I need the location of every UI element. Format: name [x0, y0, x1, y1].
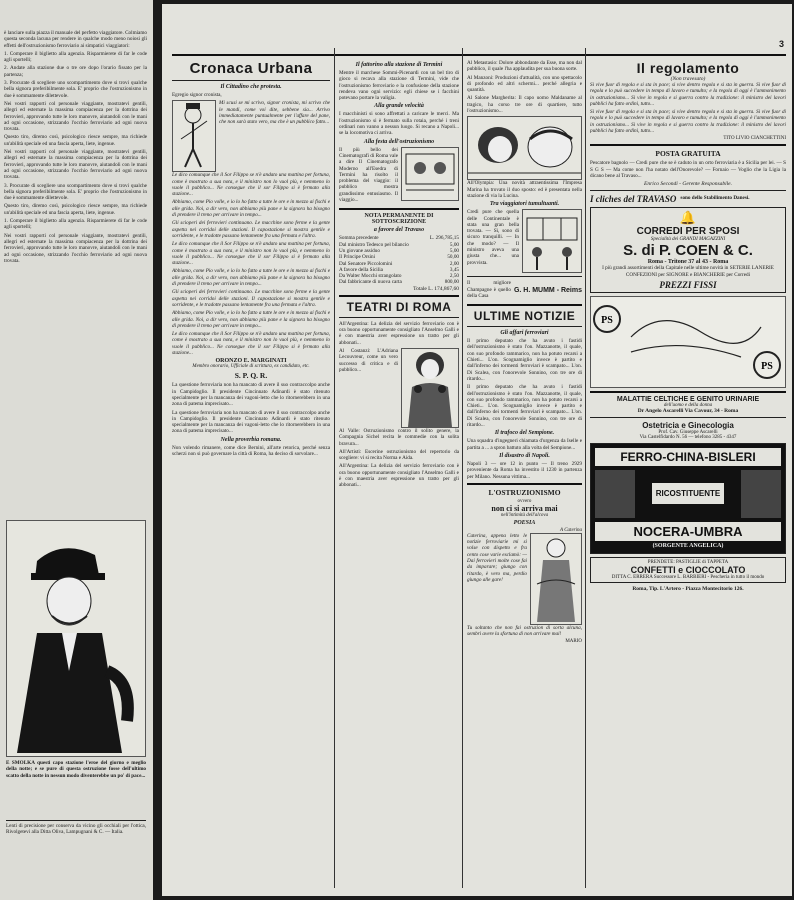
left-page-column — [4, 30, 147, 266]
cronaca-section-2: Nella proverbia romana. — [220, 436, 282, 443]
col2-cartoon — [401, 147, 459, 201]
subscription-label: Dal fabbricante di nuova carta — [339, 279, 402, 286]
col2-body-3: Il più bello dei Cinematografi di Roma vale a dire Il Cinematografo Moderno all'Esedra di Termini ha risolto il problema del viaggio: il pubblico mostra grandissimo entusiasmo. Il viaggio... — [339, 146, 398, 204]
poesia-cartoon — [530, 533, 582, 625]
ultime-body-b: Il primo deputato che ha avuto i fastidi dell'ostruzionismo è stato l'on. Mazzanotte, il quale, con suo profondo rammarico, non ha potuto recarsi a Chieti... L'on. Scognamiglio invece è partito e dall'inferno dei tormenti ferroviari è scampato... L'on. Di Scalea, con l'onorevole Sonnino, con tre ore di ritardo... — [467, 384, 582, 429]
nocera-sub: (SORGENTE ANGELICA) — [652, 542, 724, 549]
cronaca-body-1: Le dico comunque che il Sor Filippo se n'è andato una mattina per fortuna, come è mostrato a sua nota, e il ministro non lo vuol più, e nemmeno lo vuole il pubblico... Ne consegue che il sor Filippo si è fermato alla stazione... — [172, 172, 330, 198]
subscription-amount: 3,45 — [449, 266, 459, 273]
page-number: 3 — [778, 39, 784, 49]
viaggiatori-cartoon — [522, 209, 582, 273]
column-4 — [590, 60, 786, 890]
top-rule — [172, 54, 786, 56]
cronaca-body-3: Gli scioperi dei ferrovieri continuano. Le macchine sono ferme e la gente aspetta nei corridoi delle stazioni. Il capostazione si mostra gentile e sorridente, e le tradotte passano lentamente fra una fermata e l'altra. — [172, 220, 330, 239]
ultime-body: Il primo deputato che ha avuto i fastidi dell'ostruzionismo è stato l'on. Mazzanotte, il quale, con suo profondo rammarico, non ha potuto recarsi a Chieti... L'on. Scognamiglio invece è partito e dall'inferno dei tormenti ferroviari è scampato... L'on. Di Scalea, con l'onorevole Sonnino, con tre ore di ritardo... — [467, 338, 582, 382]
napoli-body: Napoli 3 — ore 12 in punto — Il treno 2929 proveniente da Roma ha investito il 1230 in partenza per Milano. Nessuna vittima... — [467, 460, 582, 480]
subscription-amount: 5,00 — [449, 247, 459, 254]
poesia-end: Tu soltanto che non fai ostruzion di sorta alcuna, sembri avere la sfortuna di non arrivare mai! — [467, 624, 582, 638]
subscription-label: Dal ministro Tedesco pel bilancio — [339, 241, 409, 248]
subscription-label: A favore della Sicilia — [339, 266, 383, 273]
cliches-sub: sono dello Stabilimento Danesi. — [680, 195, 750, 202]
viaggiatori-title: Tra viaggiatori tumultuanti. — [489, 201, 560, 208]
regolamento-subtitle: (Non travesato) — [670, 76, 706, 82]
left-para-3b: 3. Procurate di scegliere uno scompartimento dove si trovi qualche bella signora preferibilmente sola. E' proprio che l'ostruzionismo in due è sommamente dilettevole. — [4, 182, 147, 202]
left-para-4c: Nei vostri rapporti col personale viaggiante, mostratevi gentili, allegri ed esternate la massima compiacenza per la dottrina dei ferrovieri, approvando tutte le loro manovre, aiutandoli con le mani ad ogni occasione, strizzando l'occhio ferroviario ad ogni nuova trovata. — [4, 232, 147, 264]
cronaca-signature-role: Membro onorario, Ufficiale di scrittura, ex candidato, etc. — [192, 364, 310, 370]
subscription-amount: 5,00 — [449, 241, 459, 248]
cioccolato-brand: CONFETTI e CIOCCOLATO — [630, 564, 746, 575]
ostruz-title: L'OSTRUZIONISMO — [488, 487, 561, 497]
caricature-caption: E SMOLKA questi capo stazione l'eroe del giorno e meglio della notte; e se pure di questa ostruzione fosse dell'ultimo scatto della notte in nessun modo diventerebbe un po' di pace... — [6, 760, 146, 779]
ostruz-sub: ovvero — [517, 498, 532, 504]
column-divider-2 — [462, 48, 463, 888]
subscription-label: Somma precedente — [339, 235, 379, 242]
cronaca-body-2c: Abbiamo, come Pio volle, e io lo ho fatto a tutte le ore e in mezzo ai fischi e alle grida. Noi, a dir vero, non abbiamo più pane e la signora ha bisogno di prendere il treno per arrivare in tempo... — [172, 310, 330, 329]
cioccolato-title: PRENDETE: PASTIGLIE di TAPPETA — [647, 559, 729, 565]
ultime-subtitle: Gli affari ferroviari — [500, 330, 549, 337]
cliches-label: I cliches del TRAVASO — [590, 194, 677, 205]
column-3 — [467, 60, 582, 890]
teatri-argentina: All'Argentina: La delizia del servizio ferroviario con è ora buono opportunamente consigliato l'Anselmo Galli e è con maestria aver espressione un tratto per gli abbonati... — [339, 320, 459, 346]
lenti-ad — [6, 820, 146, 838]
posta-body: Pescatore bagnolo — Credi pure che se è caduto in un orto ferroviaria è a Sicilia per lei. — S S G S — Ma come non l'ha notato dell'Onorevole? — Fornaio — Voglio che la Ligia la dicano bene al Travaso... — [590, 160, 786, 179]
corredi-sub: Specialità dei GRANDI MAGAZZINI — [650, 237, 726, 243]
prezzi-fissi: PREZZI FISSI — [659, 279, 717, 290]
left-para-2: 2. Andate alla stazione due o tre ore dopo l'orario fissato per la partenza; — [4, 65, 147, 78]
teatri-valle: Al Valle: Ostruzionismo contro il solito genere, la Compagnia Sichel recita le commedie con la solita bravura... — [339, 427, 459, 447]
teatri-title: TEATRI DI ROMA — [346, 299, 452, 314]
col2-body-2: I macchinisti si sono affrettati a caricare le merci. Ma l'ostruzionismo si è fermato sulla rotaia, perché i treni ordinari non vanno a nessun luogo. Si recano a Napoli... se la locomotiva ci arriva. — [339, 111, 459, 137]
poesia-dedica: A Caterina — [560, 527, 582, 533]
subscription-amount: 2,00 — [449, 260, 459, 267]
cronaca-body-2b: Abbiamo, come Pio volle, e io lo ho fatto a tutte le ore e in mezzo ai fischi e alle grida. Noi, a dir vero, non abbiamo più pane e la signora ha bisogno di prendere il treno per arrivare in tempo... — [172, 268, 330, 288]
cronaca-body-4b: La questione ferroviaria non ha mancato di avere il suo contraccolpo anche in Campidoglio. Il presidente Cincinnato Adinardi è stato ritenuto specialmente per la mancanza dei vagoni-letto che lo ritornerebbero in una zona di patema imprecisato... — [172, 409, 330, 435]
poesia-title: POESIA — [513, 519, 536, 526]
cioccolato-sub: DITTA C. ERRERA Successore L. BARBIERI - Pescheria in tutto il mondo — [611, 574, 765, 580]
bisleri-bottle-left — [595, 470, 635, 518]
bisleri-sub: RICOSTITUENTE — [652, 483, 724, 504]
col3-olympia: All'Olympia: Una novità attraentissima l'Impresa Marina ha trovato il duo sposto: ed è presentata nella stazione di via la Lucina. — [467, 180, 582, 199]
ostetricia-title: Ostetricia e Ginecologia — [642, 420, 734, 430]
ostruz-motto: non ci si arriva mai — [491, 503, 558, 513]
caricature-official — [6, 520, 146, 757]
cliches-ad — [590, 194, 786, 204]
regolamento-body: Si vive fuor di regola e si sta in pace; si vive dentro regola e si sta in guerra. Si vive fuor di regola e lo può succedere in tempo di lavoro e tumulto; e la regola di oggi è l'ammonimento in ostruzionismo... Si vive in regola e si guerra contro la tradizione: il ministro dei lavori pubblici ha fatto ordini, tutto... — [590, 82, 786, 107]
column-divider-1 — [334, 48, 335, 888]
sottoscrizione-subtitle: a favore del Travaso — [373, 227, 425, 234]
left-para-1: 1. Comperare il biglietto alla agenzia. Risparmierete di far le code agli sportelli; — [4, 50, 147, 64]
malattie-sub: dell'uomo e della donna — [663, 402, 713, 408]
left-para-4: Nei vostri rapporti col personale viaggiante, mostratevi gentili, allegri ed esternate la massima compiacenza per la dottrina dei ferrovieri, approvando tutte le loro manovre, aiutandoli con le mani ad ogni occasione, strizzando l'occhio ferroviario ad ogni nuova trovata. — [4, 100, 147, 133]
mumm-brand: G. H. MUMM - Reims — [513, 287, 582, 295]
nocera-brand: NOCERA-UMBRA — [595, 522, 781, 541]
posta-footer: Enrico Secondi - Gerente Responsabile. — [644, 181, 732, 188]
mumm-ad-text: Il migliore Champagne è quello della Casa — [467, 280, 511, 299]
sottoscrizione-title: NOTA PERMANENTE DI SOTTOSCRIZIONE — [364, 213, 434, 226]
spqr-heading: S. P. Q. R. — [234, 371, 268, 381]
teatri-artisti: All'Artisti: Escerine ostruzionismo del repertorio da scegliere: vi si recita Norma e Aida. — [339, 448, 459, 462]
cronaca-body-4: La questione ferroviaria non ha mancato di avere il suo contraccolpo anche in Campidoglio. Il presidente Cincinnato Adinardi è stato ritenuto specialmente per la mancanza dei vagoni-letto che lo ritornerebbero in una zona di patema imprecisato... — [172, 382, 330, 408]
col2-body-1: Mentre il marchese Sommi-Picenardi con un bel tiro di gioco si recava alla stazione di Termini, vide che l'ostruzionismo ferroviario e la confusione della stazione rendeva vano ogni servizio: egli chiese se i facchini potevano portare la valigia. — [339, 70, 459, 102]
subscription-amount: 800,00 — [444, 279, 459, 286]
col2-head-1: Il fattorino alla stazione di Termini — [355, 62, 443, 68]
col3-cartoon-faces — [467, 116, 582, 180]
cronaca-body-2: Abbiamo, come Pio volle, e io lo ho fatto a tutte le ore e in mezzo ai fischi e alle grida. Noi, a dir vero, non abbiamo più pane e la signora ha bisogno di prendere il treno per arrivare in tempo... — [172, 199, 330, 219]
ultime-title: ULTIME NOTIZIE — [473, 309, 576, 324]
coen-addr: Roma - Tritone 37 al 43 - Roma — [647, 259, 729, 266]
subscription-amount: L. 296,785,15 — [429, 235, 459, 242]
poesia-lines: Caterina, appena letto le notizie ferroviarie mi si volse con dispetto e fra cento cose varie esclamò: — Dai ferrovieri molte cose fai da imparare; giungo con ritardo, è vero ma, perdio giungo alle gare! — [467, 532, 527, 583]
subscription-list — [339, 235, 459, 285]
page-3 — [162, 4, 792, 896]
previous-page — [0, 0, 153, 900]
teatri-costanzi: Al Costanzi: L'Adriana Lecouvreur, come un vero successo di critica e di pubblico... — [339, 347, 398, 373]
coen-bell-icon: 🔔 — [679, 210, 697, 226]
bisleri-bottle-right — [741, 470, 781, 518]
corredi-head: CORREDI PER SPOSI — [636, 226, 740, 238]
posta-title: POSTA GRATUITA — [655, 149, 721, 159]
left-para-3: 3. Procurate di scegliere uno scompartimento dove si trovi qualche bella signora preferibilmente sola. E' proprio che l'ostruzionismo in due è sommamente dilettevole. — [4, 80, 147, 99]
viaggiatori-body: Credi pure che quella delle Continentale è stata una gran bella trovata. — Sì, sono di sicuro tranquilli. — In che modo? — Il ministro aveva una giusta che... una provvista. — [467, 209, 519, 266]
col2-head-3: Alla festa dell'ostruzionismo — [363, 138, 435, 145]
poesia-sign: MARIO — [565, 639, 582, 645]
cioccolato-ad — [590, 557, 786, 583]
col3-manzoni: Al Manzoni: Produzioni d'attualità, con uno spettacolo di profondo ed altri schermi... perché allegria e quantità. — [467, 74, 582, 94]
subscription-amount: 50,00 — [447, 254, 459, 261]
regolamento-title: Il regolamento — [636, 60, 740, 76]
cronaca-body-1b: Le dico comunque che il Sor Filippo se n'è andato una mattina per fortuna, come è mostrato a sua nota, e il ministro non lo vuol più, e nemmeno lo vuole il pubblico... Ne consegue che il sor Filippo si è fermato alla stazione... — [172, 241, 330, 267]
napoli-title: Il disastro di Napoli. — [499, 452, 550, 459]
coen-ad — [590, 207, 786, 293]
ps-signature-ad — [590, 296, 786, 388]
teatri-cartoon — [401, 348, 459, 428]
cronaca-body-3b: Gli scioperi dei ferrovieri continuano. Le macchine sono ferme e la gente aspetta nei corridoi delle stazioni. Il capostazione si mostra gentile e sorridente, e le tradotte passano lentamente fra una fermata e l'altra. — [172, 289, 330, 308]
lenti-ad-text: Lenti di precisione per conserva da vicino gli occhiali per l'ottica, Rivolgetevi alla Ditta Oliva, Lampugnani & C. — Italia. — [6, 823, 146, 836]
column-2 — [339, 60, 459, 890]
ostruz-sub2: nell'intimità dell'alcova — [500, 512, 549, 518]
left-para-4b: Nei vostri rapporti col personale viaggiante, mostratevi gentili, allegri ed esternate la massima compiacenza per la dottrina dei ferrovieri, approvando tutte le loro manovre, aiutandoli con le mani ad ogni occasione, strizzando l'occhio ferroviario ad ogni nuova trovata. — [4, 149, 147, 181]
cronaca-letter: Mi scusi se mi scrivo, signor cronista, mi scrivo che le mandi, come voi dite, sebbene sia... Arrivo immediatamente puntualmente per l'affare del pane, che non sarà stato vero, ma che è un pubblico fatto... — [219, 100, 330, 126]
subscription-total: Totale L. 174,867,60 — [413, 285, 459, 292]
col3-salone: Al Salone Margherita: Il capo uomo Maldaname al tragico, ha corso tre ore di quartiere, tutto l'ostruzionismo... — [467, 95, 582, 115]
subscription-label: Dal Senatore Piccolomini — [339, 260, 393, 267]
bisleri-ad — [590, 443, 786, 554]
left-para-5: Questo tiro, diremo così, psicologico riesce sempre, ma richiede un'abilità speciale ed una fascia aperta, liete, ingenue. — [4, 134, 147, 147]
ostetricia-sub: Prof. Cav. Giuseppe Ascarelli — [658, 429, 718, 435]
subscription-label: Il Principe Orsini — [339, 254, 376, 261]
column-divider-3 — [585, 48, 586, 888]
svg-text:PS: PS — [601, 314, 613, 326]
regolamento-body-b: Si vive fuor di regola e si sta in pace; si vive dentro regola e si sta in guerra. Si vive fuor di regola e lo può succedere in tempo di lavoro e tumulto; e la regola di oggi è l'ammonimento in ostruzionismo... Si vive in regola e si guerra contro la tradizione: il ministro dei lavori pubblici ha fatto ordini, tutto... — [590, 109, 786, 135]
mumm-ad — [467, 280, 582, 301]
malattie-title: MALATTIE CELTICHE E GENITO URINARIE — [616, 395, 760, 403]
regolamento-signature: TITO LIVIO CIANCHETTINI — [723, 136, 786, 142]
svg-text:PS: PS — [761, 360, 773, 372]
left-para-1b: 1. Comperare il biglietto alla agenzia. Risparmierete di far le code agli sportelli; — [4, 218, 147, 231]
coen-body: I più grandi assortimenti della Capitale nelle ultime novità in SETERIE LANERIE CONFEZIONI per SIGNORE e BIANCHERIE per Corredi — [602, 265, 774, 278]
cronaca-lead: Egregio signor cronista, — [172, 92, 222, 98]
cronaca-subtitle: Il Cittadino che protesta. — [220, 84, 282, 90]
col3-intro: Al Metastasio: Dolore abbondante da Esse, ma non dal pubblico, il quale l'ha applaudita per sua buona sorte. — [467, 60, 582, 73]
coen-brand: S. di P. COEN & C. — [623, 242, 753, 260]
printer-line: Roma, Tip. L'Artero - Piazza Montecitorio 126. — [632, 585, 744, 592]
bisleri-brand: FERRO-CHINA-BISLERI — [595, 448, 781, 466]
cronaca-body-5: Non volendo rimanere, come dice Bernini, all'arte retorica, perché senza scherzi non si può governare la città di Roma, ha deciso di sorvolare... — [172, 444, 330, 457]
cronaca-title: Cronaca Urbana — [189, 60, 313, 77]
ostetricia-addr: Via Castelfidardo N. 56 — telefono 3285 - 4347 — [639, 434, 737, 440]
subscription-label: Da Walter Mocchi strangolato — [339, 273, 402, 280]
cronaca-column — [172, 60, 330, 890]
cronaca-signature: ORONZO E. MARGINATI — [215, 358, 287, 365]
col2-head-2: Alla grande velocità — [374, 103, 424, 110]
cronaca-figure — [172, 100, 216, 172]
subscription-amount: 2,50 — [449, 273, 459, 280]
subscription-label: Un giovane assiduo — [339, 247, 380, 254]
sempione-title: Il trafoco del Sempione. — [494, 430, 555, 437]
cronaca-body-1c: Le dico comunque che il Sor Filippo se n'è andato una mattina per fortuna, come è mostrato a sua nota, e il ministro non lo vuol più, e nemmeno lo vuole il pubblico... Ne consegue che il sor Filippo si è fermato alla stazione... — [172, 331, 330, 357]
teatri-argentina-b: All'Argentina: La delizia del servizio ferroviario con è ora buono opportunamente consigliato l'Anselmo Galli e è con maestria aver espressione un tratto per gli abbonati... — [339, 463, 459, 489]
sempione-body: Una squadra d'ingegneri chiamata d'urgenza da Iselle e partita a ... a spron battuto alla volta del Sempione... — [467, 438, 582, 451]
left-para-5b: Questo tiro, diremo così, psicologico riesce sempre, ma richiede un'abilità speciale ed una fascia aperta, liete, ingenue. — [4, 203, 147, 216]
malattie-doc: Dr Angelo Ascarelli Via Cavour, 34 - Roma — [637, 407, 739, 414]
left-intro: è lanciare sulla piazza il manuale del perfetto viaggiatore. Colmiamo questa seconda lacuna per rendere in qualche modo meno noiosi gli effetti dell'ostruzionismo ferroviario ai simpatici viaggiatori: — [4, 30, 147, 49]
